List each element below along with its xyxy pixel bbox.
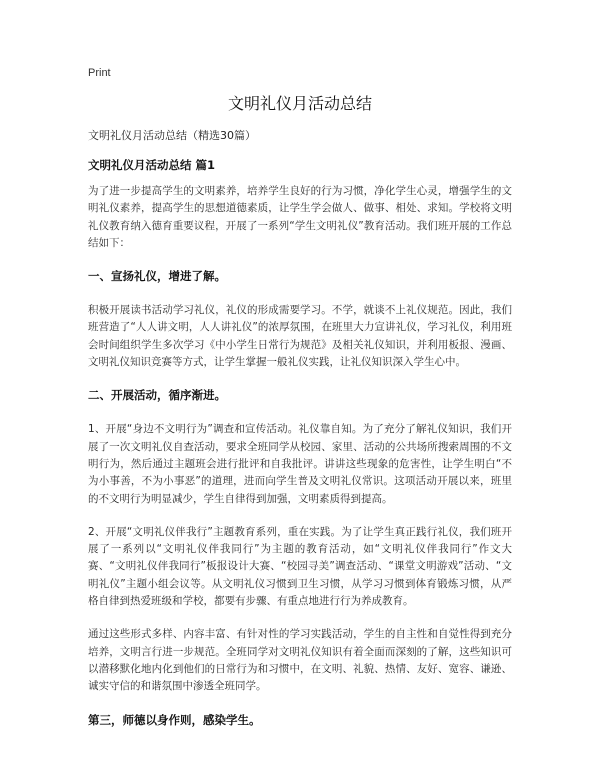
page-title: 文明礼仪月活动总结 — [227, 94, 372, 113]
section-heading-2: 二、开展活动，循序渐进。 — [88, 388, 226, 403]
intro-paragraph: 为了进一步提高学生的文明素养，培养学生良好的行为习惯，净化学生心灵，增强学生的文明礼仪素养，提高学生的思想道德素质，让学生学会做人、做事、相处、求知。学校将文明礼仪教育纳入德育重要议程，开展了一系列“学生文明礼仪”教育活动。我们班开展的工作总结如下： — [88, 185, 512, 249]
article-heading: 文明礼仪月活动总结 篇1 — [88, 158, 216, 172]
document-subtitle: 文明礼仪月活动总结（精选30篇） — [88, 129, 256, 142]
section-1-paragraph: 积极开展读书活动学习礼仪，礼仪的形成需要学习。不学，就谈不上礼仪规范。因此，我们班营造了“人人讲文明，人人讲礼仪”的浓厚氛围，在班里大力宣讲礼仪，学习礼仪，利用班会时间组织学生多次学习《中小学生日常行为规范》及相关礼仪知识，并利用板报、漫画、文明礼仪知识竞赛等方式，让学生掌握一般礼仪实践，让礼仪知识深入学生心中。 — [88, 304, 512, 369]
section-heading-3: 第三，师德以身作则，感染学生。 — [88, 712, 261, 727]
print-link[interactable]: Print — [88, 67, 111, 79]
section-heading-1: 一、宣扬礼仪，增进了解。 — [88, 269, 226, 284]
section-2-paragraph-3: 通过这些形式多样、内容丰富、有针对性的学习实践活动，学生的自主性和自觉性得到充分培养，文明言行进一步规范。全班同学对文明礼仪知识有着全面而深刻的了解，这些知识可以潜移默化地内化到他们的日常行为和习惯中，在文明、礼貌、热情、友好、宽容、谦逊、诚实守信的和谐氛围中渗透全班同学。 — [88, 628, 512, 693]
section-2-paragraph-2: 2、开展“文明礼仪伴我行”主题教育系列，重在实践。为了让学生真正践行礼仪，我们班开展了一系列以“文明礼仪伴我同行”为主题的教育活动，如“文明礼仪伴我同行”作文大赛、“文明礼仪伴我同行”板报设计大赛、“校园寻美”调查活动、“课堂文明游戏”活动、“文明礼仪”主题小组会议等。从文明礼仪习惯到卫生习惯，从学习习惯到体育锻炼习惯，从严格自律到热爱班级和学校，都要有步骤、有重点地进行行为养成教育。 — [88, 525, 512, 608]
section-2-paragraph-1: 1、开展“身边不文明行为”调查和宣传活动。礼仪靠自知。为了充分了解礼仪知识，我们开展了一次文明礼仪自查活动，要求全班同学从校园、家里、活动的公共场所搜索周围的不文明行为，然后通过主题班会进行批评和自我批评。讲讲这些现象的危害性，让学生明白“不为小事善，不为小事恶”的道理，进而向学生普及文明礼仪常识。这项活动开展以来，班里的不文明行为明显减少，学生自律得到加强，文明素质得到提高。 — [88, 423, 512, 505]
